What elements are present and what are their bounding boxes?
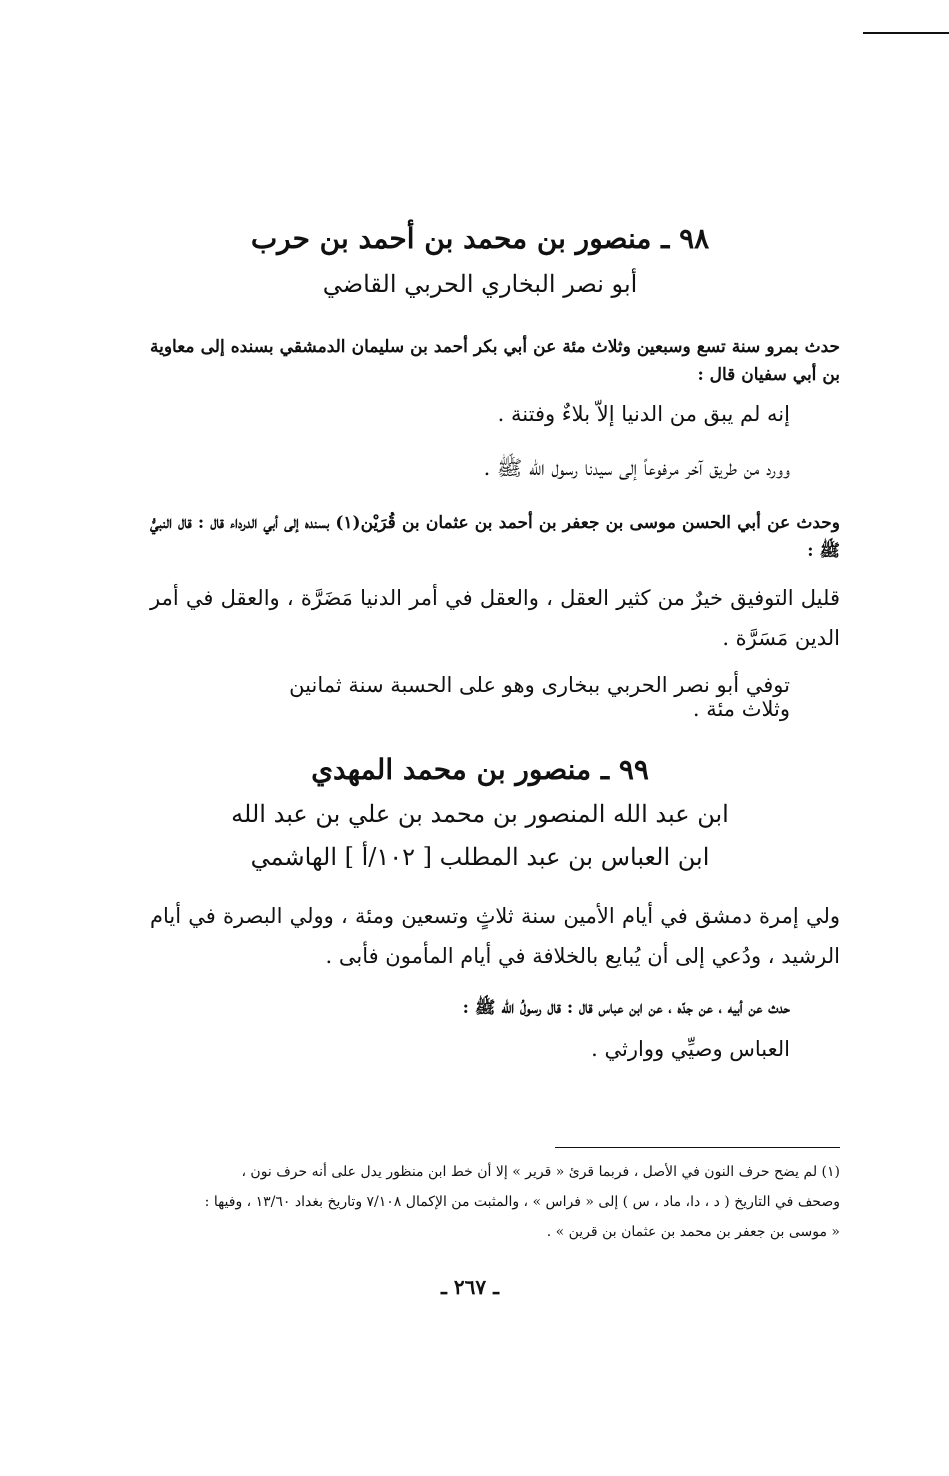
entry-99-paragraph-2: حدث عن أبيه ، عن جدّه ، عن ابن عباس قال : قال رسولُ الله ﷺ : — [462, 998, 790, 1018]
footnote-line-2: وصحف في التاريخ ( د ، دا، ماد ، س ) إلى « فراس » ، والمثبت من الإكمال ٧/١٠٨ وتاريخ بغداد ١٣/٦٠ ، وفيها : — [204, 1194, 840, 1210]
entry-99-subtitle-1: ابن عبد الله المنصور بن محمد بن علي بن عبد الله — [231, 800, 729, 828]
footnotes — [150, 1157, 840, 1247]
top-edge-rule — [863, 32, 949, 34]
entry-98-quote-1: إنه لم يبق من الدنيا إلاّ بلاءٌ وفتنة . — [497, 402, 790, 426]
entry-99-paragraph-1: ولي إمرة دمشق في أيام الأمين سنة ثلاثٍ وتسعين ومئة ، وولي البصرة في أيام الرشيد ، ودُعي إلى أن يُبايع بالخلافة في أيام المأمون فأبى . — [150, 904, 840, 968]
footnote-line-1: (١) لم يضح حرف النون في الأصل ، فربما قرئ « قرير » إلا أن خط ابن منظور يدل على أنه حرف نون ، — [241, 1164, 840, 1180]
entry-98-subtitle: أبو نصر البخاري الحربي القاضي — [322, 270, 638, 298]
entry-99-subtitle-2: ابن العباس بن عبد المطلب [ ١٠٢/أ ] الهاشمي — [250, 843, 710, 871]
page-number: ـ ٢٦٧ ـ — [441, 1275, 499, 1299]
footnote-separator — [555, 1147, 840, 1148]
entry-98-death-note: توفي أبو نصر الحربي ببخارى وهو على الحسبة سنة ثمانين وثلاث مئة . — [289, 673, 790, 721]
footnote-line-3: « موسى بن جعفر بن محمد بن عثمان بن قرين » . — [546, 1224, 840, 1240]
entry-98-quote-2: وورد من طريق آخر مرفوعاً إلى سيدنا رسول الله ﷺ . — [483, 456, 790, 480]
entry-98-paragraph-2: وحدث عن أبي الحسن موسى بن جعفر بن أحمد بن عثمان بن قُرَيْن(١) بسنده إلى أبي الدرداء قال : قال النبيُّ ﷺ : — [150, 513, 841, 561]
entry-98-heading: ٩٨ ـ منصور بن محمد بن أحمد بن حرب — [250, 222, 710, 255]
entry-98-paragraph-1: حدث بمرو سنة تسع وسبعين وثلاث مئة عن أبي بكر أحمد بن سليمان الدمشقي بسنده إلى معاوية بن أبي سفيان قال : — [150, 337, 840, 385]
entry-99-heading: ٩٩ ـ منصور بن محمد المهدي — [311, 753, 649, 786]
entry-98-quote-3: قليل التوفيق خيرٌ من كثير العقل ، والعقل في أمر الدنيا مَضَرَّة ، والعقل في أمر الدين مَسَرَّة . — [150, 586, 840, 650]
entry-99-quote: العباس وصيِّي ووارثي . — [591, 1037, 790, 1061]
